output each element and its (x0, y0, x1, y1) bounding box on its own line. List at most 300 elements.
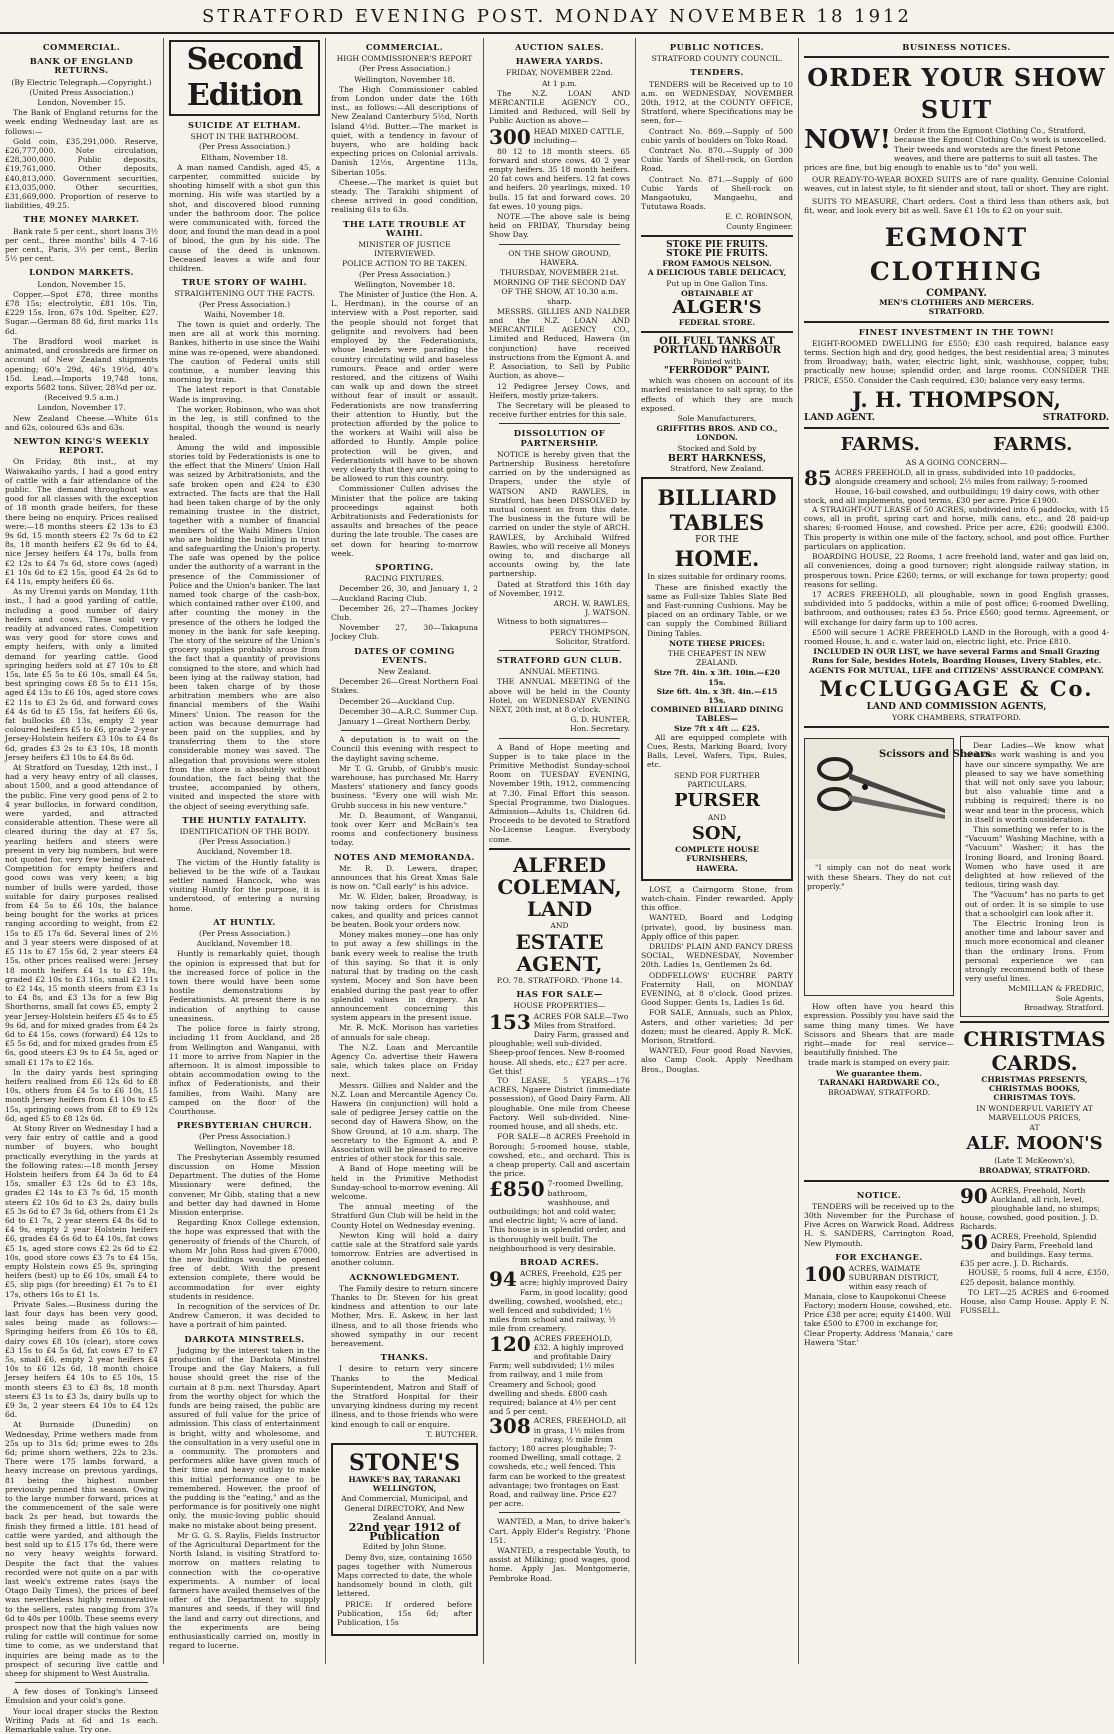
article-paragraph: Huntly is remarkably quiet, though the opinion is expressed that but for the increased force of police in the town there would have been some hostile demonstrations by Federationists. At present there is no indication of anything to cause uneasiness. (169, 949, 320, 1023)
ad-text: which was chosen on account of its marked resistance to salt spray, to the effects of which they are much exposed. (641, 376, 793, 413)
ad-text: THE ANNUAL MEETING of the above will be held in the County Hotel, on WEDNESDAY EVENING NEXT, 20th inst, at 8 o'clock. (489, 677, 630, 714)
ad-text: Dear Ladies—We know what arduous work washing is and you have our sincere sympathy. We are pleased to say we have something that will not only save you labour, but also valuable time and a rubbing is required; there is no wear and tear in the process, which in itself is worth consideration. (965, 741, 1104, 824)
ad-text: Painted with (692, 356, 742, 366)
ad-title: NOW! (804, 125, 892, 156)
ad-text: LAND AND COMMISSION AGENTS, (866, 701, 1047, 712)
article-heading: FINEST INVESTMENT IN THE TOWN! (858, 326, 1055, 337)
ad-text: A Band of Hope meeting and Supper is to take place in the Primitive Methodist Sunday-school Room on TUESDAY EVENING, November 19th, 1912, commencing at 7.30. Final Effort this season. Special Programme, two Dialogues. Admission—Adults 1s, Children 6d. Proceeds to be devoted to Stratford No-License League. Everybody come. (489, 742, 630, 844)
article-paragraph: A Band of Hope meeting will be held in the Primitive Methodist Sunday-school to-morrow evening. All welcome. (331, 1164, 478, 1201)
ad-text: NOTICE is hereby given that the Partnership Business heretofore carried on by the undersigned as Drapers, under the style of WATSON AND RAWLES, in Stratford, has been DISSOLVED by mutual consent as from this date. The business in the future will be carried on under the style of ARCH. RAWLES, by Archibald Wilfred Rawles, who will receive all Moneys owing to, and discharge all accounts owing by, the late partnership. (489, 449, 630, 579)
divider (15, 1682, 148, 1683)
ad-text: The N.Z. LOAN AND MERCANTILE AGENCY CO., Limited and Reduced, will Sell by Public Auction as above— (489, 88, 630, 126)
article-subheading: ANNUAL MEETING. (519, 667, 600, 677)
property-listing: ACRES, Freehold, North Auckland, all rich, level, ploughable land, no stumps; house, cowshed, good position. J. D. Richards. (960, 1185, 1100, 1232)
ad-title: TABLES (669, 510, 765, 536)
ad-text: Stratford, New Zealand. (670, 463, 764, 473)
dateline: Wellington, November 18. (194, 1142, 295, 1152)
ad-text: Stocked and Sold by (677, 443, 757, 453)
ad-text: STRATFORD. (928, 307, 985, 317)
classified-ad: FOR SALE, Annuals, such as Phlox, Asters, and other varieties; 3d per dozen; must be cleared. Apply R. McK. Morison, Stratford. (641, 1008, 793, 1046)
article-paragraph: Mr. W. Elder, baker, Broadway, is now taking orders for Christmas cakes, and quality and prices cannot be beaten. Book your orders now. (331, 892, 478, 930)
dateline: (United Press Association.) (29, 87, 134, 97)
ad-title: STONE'S (349, 1450, 460, 1477)
article-heading: PRESBYTERIAN CHURCH. (176, 1120, 313, 1131)
article-heading: HAS FOR SALE— (516, 989, 603, 1000)
classified-ad: ODDFELLOWS' EUCHRE PARTY Fraternity Hall, on MONDAY EVENING, at 8 o'clock. Good prizes. Good Supper. Gents 1s, Ladies 1s 6d. (641, 970, 793, 1008)
article-heading: NOTICE. (856, 1189, 902, 1200)
property-listing: 7-roomed Dwelling, bathroom, washhouse, and outbuildings; hot and cold water, and electric light; ¼ acre of land. This house is in splendid order, and is thoroughly well built. The neighbourhood is very desirable. (489, 1179, 626, 1253)
ad-text: INCLUDED IN OUR LIST, we have several Farms and Small Grazing Runs for Sale, besides Hotels, Boarding Houses, Livery Stables, etc. (811, 647, 1102, 666)
stoke-pie-fruits-ad (641, 241, 793, 327)
ad-text: THE CHEAPEST IN NEW ZEALAND. (667, 648, 767, 668)
article-paragraph: The victim of the Huntly fatality is believed to be the wife of a Taukau settler named Hancock, who was visiting Huntly for the purpose, it is understood, of entering a nursing home. (169, 857, 320, 913)
signature: Hon. Secretary. (570, 724, 630, 734)
column-auction-sales (483, 38, 635, 1664)
property-listing: ACRES, WAIMATE SUBURBAN DISTRICT, within easy reach of Manaia, close to Kaupokonui Cheese Factory; modern House, cowshed, etc. Price £38 per acre; equity £1400. Will take £500 to £700 in exchange for, Clear Property. Address 'Manaia,' care Hawera 'Star.' (804, 1264, 953, 1347)
ad-text: 12 Pedigree Jersey Cows, and Heifers, mostly prize-takers. (489, 381, 630, 400)
column-second-edition (163, 38, 325, 1664)
ad-box (960, 736, 1109, 1017)
ad-text: And Commercial, Municipal, and General DIRECTORY, And New Zealand Annual. (341, 1494, 468, 1522)
article-paragraph: Cheese.—The market is quiet but steady. The Tarakihi shipment of cheese arrived in good condition, realising 61s to 63s. (331, 177, 478, 215)
classified-ad: DRUIDS' PLAIN AND FANCY DRESS SOCIAL, WEDNESDAY, November 20th. Ladies 1s, Gentlemen 2s 6d. (641, 942, 793, 970)
article-paragraph: The Presbyterian Assembly resumed discussion on Home Mission Department. The duties of the Home Missionary were defined, the convener, Mr Gibb, stating that a new and better day had dawned in Home Mission enterprise. (169, 1152, 320, 1217)
ad-title: STOKE PIE FRUITS. (666, 249, 768, 260)
divider (804, 321, 1109, 323)
classified-ad: LOST, a Cairngorm Stone, from watch-chain. Finder rewarded. Apply this office. (641, 884, 793, 913)
property-listing: A STRAIGHT-OUT LEASE of 50 ACRES, subdivided into 6 paddocks, with 15 cows, all in profit, spring cart and horse, milk cans, etc., and 28 paid-up shares; 6-roomed House, and cowshed. Price per acre, £26; goodwill £300. This property is within one mile of the factory, school, and post office. Further particulars on application. (804, 505, 1109, 551)
article-heading: ON THE SHOW GROUND, HAWERA. (508, 248, 611, 267)
property-listing: ACRES, Freehold, £25 per acre; highly improved Dairy Farm, in good locality; good dwelling, cowshed, woolshed, etc.; well fenced and subdivided; 1½ miles from school and railway, ½ mile from creamery. (489, 1269, 628, 1334)
property-listing: ACRES, Freehold, Splendid Dairy Farm, Freehold land and buildings. Easy terms. £35 per acre. J. D. Richards. (960, 1231, 1097, 1269)
article-subheading: HOUSE PROPERTIES— (513, 1001, 606, 1011)
signature: County Engineer. (726, 221, 793, 231)
fixture-item: December 26, 27—Thames Jockey Club. (331, 603, 478, 622)
article-heading: THE HUNTLY FATALITY. (182, 814, 307, 825)
signature: G. D. HUNTER, (570, 715, 630, 725)
billiard-tables-ad (641, 477, 793, 881)
ad-title: CARDS. (991, 1051, 1078, 1076)
price-line: Size 7ft x 4ft ... £25. (674, 723, 760, 733)
dateline: (Received 9.5 a.m.) (44, 393, 119, 403)
ad-text: Order it from the Egmont Clothing Co., Stratford, because the Egmont Clothing Co.'s work is unexcelled. Their tweeds and worsteds are the finest Petone weaves, and there are patterns to suit all tastes. The prices are fine, but big enough to enable us to "do" you well. (804, 126, 1107, 173)
ad-text: LAND AGENT. (804, 412, 875, 423)
divider (804, 1180, 1109, 1182)
ad-title: SON, (691, 823, 743, 845)
notice-text: Contract No. 870.—Supply of 300 Cubic Yards of Shell-rock, on Gordon Road. (641, 146, 793, 174)
ad-text: Sole Manufacturers, (677, 413, 757, 423)
section-heading: COMMERCIAL. (42, 42, 121, 52)
ad-text: This something we refer to is the "Vacuum" Washing Machine, with a "Vacuum" Washer; it has the Ironing Board, and Ironing Board. Women who have used it are delighted at how relieved of the tedious, tiring wash day. (965, 824, 1104, 890)
article-paragraph: Mr. D. Beaumont, of Wanganui, took over Kerr and McBain's tea rooms and confectionery business today. (331, 810, 478, 848)
article-subheading: THURSDAY, NOVEMBER 21st. (500, 268, 619, 278)
article-paragraph: The latest report is that Constable Wade is improving. (169, 385, 320, 404)
article-paragraph: The Minister of Justice (the Hon. A. L. Herdman), in the course of an interview with a Post reporter, said the people should not forget that gelignite and revolvers had been employed by the Federationists, whose leaders were parading the country circulating wild and baseless rumours. Peace and order were restored, and the citizens of Waihi can walk up and down the street without fear of insult or assault. Federationists are now transferring their attention to Huntly, but the protection afforded by the police to the workers at Waihi will also be afforded to Huntly. Ample police protection will be given, and Federationists will have to be shown very clearly that they are not going to be allowed to run this country. (331, 290, 478, 484)
ad-text: AS A GOING CONCERN— (905, 458, 1008, 468)
article-paragraph: Mr G. G. S. Raylis, Fields Instructor of the Agricultural Department for the North Island, is visiting Stratford to-morrow on matters relating to connection with the co-operative experiments. A number of local farmers have availed themselves of the offer of the Department to supply manures and seeds, if they will find the land and carry out directions, and the experiments are being enthusiastically carried on, mostly in regard to lucerne. (169, 1530, 320, 1651)
ad-text: IN WONDERFUL VARIETY AT MARVELLOUS PRICES, (976, 1103, 1093, 1122)
signature: Sole Agents, (1055, 993, 1104, 1003)
article-paragraph: Judging by the interest taken in the production of the Darkota Minstrel Troupe and the Gay Makers, a full house should greet the rise of the curtain at 8 p.m. next Thursday. Apart from the worthy object for which the funds are being raised, the public are assured of full value for the price of admission. This class of entertainment is bright, witty and wholesome, and the consultation in a very useful one in a community. The promoters and performers alike have given much of their time and heavy outlay to make this initial performance one to be remembered. However, the proof of the pudding is the "eating," and as the performance is for positively one night only, the music-loving public should make no mistake about being present. (169, 1345, 320, 1530)
property-listing: TO LET—25 ACRES and 6-roomed House, also Camp House. Apply F. N. FUSSELL. (960, 1287, 1109, 1316)
article-paragraph: The annual meeting of the Stratford Gun Club will be held in the County Hotel on Wednesday evening. (331, 1202, 478, 1230)
price-line: Size 7ft. 4in. x 3ft. 10in.—£20 15s. (653, 668, 781, 687)
scissors-banner: Scissors and Shears (879, 749, 991, 761)
divider (341, 730, 468, 731)
notice-block (804, 1186, 954, 1347)
dateline: (Per Press Association.) (198, 929, 291, 939)
dateline: London, November 15. (37, 98, 126, 108)
article-paragraph: At Stony River on Wednesday I had a very fair entry of cattle and a good number of buyers, who bought practically everything in the yards at the following rates:—18 month Jersey Holstein heifers from £4 3s 6d to £4 15s, smaller £3 12s 6d to £3 18s, grades £2 14s to £3 7s 6d, 15 month steers £2 10s 6d to £3 2s, dairy bulls £5 3s 6d to £7 3s 6d, others from £1 2s 6d to £1 7s, 2 year steers £4 8s 6d to £4 9s, empty 2 year Holstein heifers £6, grades £4 6s 6d to £4 10s, fat cows £5 1s, aged store cows £2 2s 6d to £2 10s, good store cows £3 7s to £4 15s, empty Holstein cows £5 9s, springing heifers (best) up to £6 10s, small £4 to £5, slip pigs (for breeding) £1 7s to £1 17s, others 16s to £1 1s. (5, 1123, 158, 1299)
dateline: Waihi, November 18. (204, 309, 285, 319)
section-heading: AUCTION SALES. (515, 42, 604, 52)
ad-text: NOTE.—The above sale is being held on FRIDAY, Thursday being Show Day. (489, 212, 630, 240)
section-heading: SPORTING. (375, 561, 434, 572)
article-subheading: IDENTIFICATION OF THE BODY. (179, 827, 310, 837)
article-paragraph: In recognition of the services of Dr. Andrew Cameron, it was decided to have a portrait of him painted. (169, 1301, 320, 1330)
ad-title: BERT HARKNESS, (667, 452, 767, 464)
ad-text: COMBINED BILLIARD DINING TABLES— (650, 705, 784, 724)
article-paragraph: Mr T. G. Grubb, of Grubb's music warehouse, has purchased Mr. Harry Masters' stationery and fancy goods business. "Every one will wish Mr. Grubb success in his new venture." (331, 763, 478, 810)
ad-text: Dated at Stratford this 16th day of November, 1912. (489, 579, 630, 598)
notice-text: TENDERS will be received up to the 30th November for the Purchase of Five Acres on Warwick Road. Address H. S. SANDERS, Carrington Road, New Plymouth. (804, 1201, 954, 1248)
article-heading: NEWTON KING'S WEEKLY REPORT. (13, 435, 150, 456)
exchange-block (960, 1183, 1109, 1347)
divider (960, 1021, 1109, 1023)
article-heading: SUICIDE AT ELTHAM. (187, 120, 302, 130)
ad-text: The "Vacuum" has no parts to get out of order. It is so simple to use that a schoolgirl can look after it. (965, 890, 1104, 918)
signature: PERCY THOMPSON, (549, 627, 630, 637)
article-subheading: MINISTER OF JUSTICE INTERVIEWED. (358, 240, 451, 259)
divider (499, 738, 620, 739)
property-listing: HOUSE, 5 rooms, full 4 acre, £350, £25 deposit, balance monthly. (960, 1268, 1109, 1287)
price-line: Size 6ft. 4in. x 3ft. 4in.—£15 15s. (656, 686, 778, 705)
article-paragraph: As my Urenui yards on Monday, 11th inst., I had a good yarding of cattle, including a good number of dairy heifers and cows. These sold very readily at advanced rates. Competition was very good for store cows and empty heifers, with only a limited demand for yearling cattle. Good springing heifers sold at £7 10s to £8 15s, late £5 5s to £6 10s, small £4 5s, best springing cows £8 5s to £11 15s, aged £4 13s to £6 10s, aged store cows £2 11s to £3 2s 6d, and forward cows £4 4s 6d to £5 15s, fat heifers £6 6s, fat bullocks £8 13s, empty 2 year coloured heifers £5 to £6, grade 2-year Jersey-Holstein heifers £3 10s to £4 8s 6d, grades £3 2s to £3 10s, 18 month Jersey heifers £3 10s to £4 8s 6d. (5, 587, 158, 762)
article-subheading: HIGH COMMISSIONER'S REPORT (336, 54, 473, 64)
ad-title: AGENT, (516, 952, 603, 977)
ad-text: YORK CHAMBERS, STRATFORD. (892, 712, 1021, 722)
section-heading: COMMERCIAL. (365, 42, 444, 52)
article-heading: HAWERA YARDS. (515, 56, 604, 67)
property-acres: 120 (489, 1331, 531, 1356)
ad-title: FARMS. (840, 434, 920, 456)
ad-text: HAWERA. (696, 863, 738, 873)
article-paragraph: On Friday, 8th inst., at my Waiwakaiho yards, I had a good entry of cattle with a fair attendance of the public. The demand throughout was good for all classes with the exception of 18 month grade heifers, for these there being no enquiry. Prices realised were:—18 months steers £2 13s to £3 9s 6d, 15 month steers £2 7s 6d to £2 8s, 18 month heifers £2 9s 6d to £4, nice Jersey heifers £4 17s, bulls from £2 12s to £4 7s 6d, store cows (aged) £1 10s 6d to £2 15s, good £4 2s 6d to £4 11s, empty heifers £6 6s. (5, 457, 158, 586)
ad-title: ALGER'S (672, 297, 762, 319)
property-acres: 100 (804, 1262, 846, 1287)
ad-title: HOME. (674, 546, 760, 572)
article-heading: STRATFORD COUNTY COUNCIL. (651, 54, 783, 64)
divider (499, 650, 620, 651)
article-subheading: FRIDAY, NOVEMBER 22nd. (506, 68, 613, 78)
property-listing: 17 ACRES FREEHOLD, all ploughable, sown in good English grasses, subdivided into 5 paddocks, within a mile of post office; 6-roomed Dwelling, bathroom, and outhouses; rates £3 5s. Price £560; good terms. Agreement, or will exchange for dairy farm up to 100 acres. (804, 589, 1109, 627)
signature: Solicitor, Stratford. (555, 636, 630, 646)
property-listing: £500 will secure 1 ACRE FREEHOLD LAND in the Borough, with a good 4-roomed House, h. and c. water laid on, electric light, etc. Price £810. (804, 627, 1109, 646)
article-paragraph: Among the wild and impossible stories told by Federationists is one to the effect that the Miners' Union Hall was seized by Arbitrationists, and the safe broken open and £24 to £30 extracted. The facts are that the Hall had been taken charge of by the only remaining trustee in the district, together with a number of financial members of the Waihi Miners Union who are holding the building in trust and safeguarding the Union's property. The safe was opened by the police under the authority of a warrant in the presence of the Commissioner of Police and the Union's banker. The last named took charge of the cash-box, which contained rather over £100, and after counting the money in the presence of the others he lodged the money in the bank for safe keeping. The story of the seizure of the Union's grocery supplies probably arose from the fact that a quantity of provisions consigned to the store, and which had been lying at the railway station, had been taken charge of by those arbitration members who are also financial members of the Waihi Miners' Union. The reason for the action was because demurrage had been paid on the supplies, and by transferring them to the store considerable money was saved. The allegation that provisions were stolen from the store is absolutely without foundation, the fact being that the trustee, accompanied by others, visited and inspected the store with the object of seeing everything safe. (169, 442, 321, 811)
dateline: (Per Press Association.) (198, 142, 291, 152)
article-heading: STRATFORD GUN CLUB. (496, 654, 623, 665)
fixture-item: November 27, 30—Takapuna Jockey Club. (331, 623, 478, 642)
ad-text: Demy 8vo, size, containing 1650 pages together with Numerous Maps corrected to date, the whole handsomely bound in cloth, gilt lettered. (337, 1552, 472, 1599)
divider (641, 331, 793, 333)
ad-title: PORTLAND HARBOUR (653, 345, 781, 357)
stones-directory-ad (331, 1443, 478, 1636)
fixture-item: January 1—Great Northern Derby. (339, 717, 471, 727)
ad-text: AT (1029, 1123, 1040, 1133)
dateline: (Per Press Association.) (358, 269, 451, 279)
signature: ARCH. W. RAWLES, (553, 598, 630, 608)
article-paragraph: Newton King will hold a dairy cattle sale at the Stratford sale yards tomorrow. Entries are advertised in another column. (331, 1230, 478, 1268)
ad-text: HEAD MIXED CATTLE, including— (533, 126, 625, 145)
article-heading: NOTES AND MEMORANDA. (334, 851, 475, 862)
fixture-item: December 26, 30, and January 1, 2—Auckland Racing Club. (331, 584, 478, 603)
ad-text: GRIFFITHS BROS. AND CO., LONDON. (656, 424, 778, 443)
ad-text: MESSRS. GILLIES AND NALDER and the N.Z. LOAN AND MERCANTILE AGENCY CO., Limited and Reduced, Hawera (in conjunction) have received instructions from the Egmont A. and P. Association, to Sell by Public Auction, as above— (489, 306, 630, 381)
article-paragraph: Private Sales.—Business during the last four days has been very good, sales being made as follows:—Springing heifers from £6 10s to £8, dairy cows £8 10s (clear), store cows £3 15s to £4 5s 6d, fat cows £7 to £7 5s, small £6, empty 2 year heifers £4 10s to £6 12s 6d, 18 month choice Jersey heifers £4 10s to £5 10s, 15 month steers £3 to £3 8s, 18 month steers £3 1s to £3 3s, dairy bulls up to £9 3s, 2 year steers £4 10s to £4 12s 6d. (5, 1299, 158, 1420)
article-heading: AT HUNTLY. (213, 916, 276, 927)
filler-notice: A few doses of Tonking's Linseed Emulsion and your cold's gone. (5, 1687, 158, 1706)
article-subheading: TENDERS. (690, 67, 744, 78)
ad-text: CHRISTMAS PRESENTS, (981, 1075, 1088, 1085)
signature: McMILLAN & FREDRIC, (1008, 984, 1104, 994)
ad-text: COMPANY. (926, 288, 987, 300)
article-subheading: STRAIGHTENING OUT THE FACTS. (174, 289, 315, 299)
section-heading: BUSINESS NOTICES. (902, 42, 1011, 52)
christmas-cards-ad (960, 1027, 1109, 1176)
ad-title: STOKE PIE FRUITS. (666, 239, 768, 250)
fixture-item: December 26—Auckland Cup. (339, 696, 455, 706)
article-paragraph: New Zealand Cheese.—White 61s and 62s, coloured 63s and 63s. (5, 413, 158, 432)
ad-text: EIGHT-ROOMED DWELLING for £550; £30 cash required, balance easy terms. Section high and dry, good hedges, the best residential area; 3 minutes from Broadway; bath, water, electric light, sink, washhouse, copper, tubs; practically new house; splendid order, and large rooms. CONSIDER THE PRICE, £550. Consider the Cash required, £30; balance very easy terms. (804, 338, 1109, 385)
article-paragraph: Money makes money—one has only to put away a few shillings in the bank every week to realise the truth of this saying. So that it is only natural that by trading on the cash system, Mocey and Son have been enabled during the past year to offer splendid values in drapery. An announcement concerning this system appears in the present issue. (331, 930, 478, 1023)
ad-text: AGENTS FOR MUTUAL, LIFE and CITIZENS' ASSURANCE COMPANY. (808, 665, 1105, 675)
notice-text: Contract No. 871.—Supply of 600 Cubic Yards of Shell-rock on Mangaotuku, Mangaehu, and Tututawa Roads. (641, 174, 793, 212)
column-commercial (0, 38, 163, 1734)
property-acres: 90 (960, 1183, 988, 1208)
article-paragraph: The police force is fairly strong, including 11 from Auckland, and 28 from Wellington and Wanganui, with 11 more to arrive from Napier in the afternoon. It is almost impossible to obtain accommodation owing to the influx of Federationists, and their families, from Waihi. Many are camped on the floor of the Courthouse. (169, 1024, 320, 1116)
divider (499, 244, 620, 245)
column-business-notices (798, 38, 1114, 1664)
dateline: (Per Press Association.) (198, 837, 291, 847)
property-price: £850 (489, 1177, 545, 1202)
ad-text: BROADWAY, STRATFORD. (827, 1087, 931, 1097)
vacuum-washer-ad (960, 732, 1109, 1176)
ad-text: Put up in One Gallon Tins. (666, 278, 768, 288)
ad-title: ESTATE (515, 930, 604, 955)
coleman-ad (489, 854, 630, 985)
divider (804, 56, 1109, 58)
ad-text: COMPLETE HOUSE FURNISHERS, (675, 845, 759, 864)
farms-header (804, 433, 1109, 457)
article-heading: ACKNOWLEDGMENT. (349, 1271, 460, 1282)
article-heading: BANK OF ENGLAND RETURNS. (29, 56, 134, 76)
article-paragraph: Bank rate 5 per cent., short loans 3½ per cent., three months' bills 4 7-16 per cent., Paris, 3½ per cent., Berlin 5½ per cent. (5, 226, 158, 264)
ad-title: OIL FUEL TANKS AT (659, 336, 775, 348)
fixture-item: December 26—Great Northern Foal Stakes. (331, 677, 478, 696)
ad-text: FROM FAMOUS NELSON. (662, 259, 772, 269)
dateline: Eltham, November 18. (200, 152, 289, 162)
ad-text: We guarantee them. (836, 1068, 922, 1078)
property-acres: 85 (804, 466, 832, 491)
property-listing: BOARDING HOUSE, 22 Rooms, 1 acre freehold land, water and gas laid on, all conveniences, doing a good turnover; right alongside railway station, in prosperous town. Price £260; terms, or will exchange for town property; good reasons for selling. (804, 552, 1109, 589)
signature: T. BUTCHER. (426, 1429, 478, 1439)
lot-number: 300 (489, 124, 531, 149)
divider (804, 427, 1109, 429)
fixture-item: December 30—A.R.C. Summer Cup. (339, 706, 478, 716)
divider (499, 1512, 620, 1513)
ad-title: "FERRODOR" PAINT. (664, 365, 770, 376)
ad-text: MEN'S CLOTHIERS AND MERCERS. (879, 298, 1034, 308)
article-paragraph: Gold coin, £35,291,000. Reserve, £26,777,000. Note circulation, £28,300,000. Public deposits, £19,761,000. Other deposits, £40,813,000. Government securities, £13,035,000. Other securities, £31,669,000. Proportion of reserve to liabilities, 49.25. (5, 136, 158, 211)
section-heading: PUBLIC NOTICES. (669, 42, 765, 52)
article-paragraph: Commissioner Cullen advises the Minister that the police are taking proceedings against both Arbitrationists and Federationists for assaults and breaches of the peace during the late trouble. The cases are set down for hearing to-morrow week. (331, 484, 478, 558)
ad-title: FARMS. (993, 434, 1073, 456)
ad-text: "I simply can not do neat work with these Shears. They do not cut properly." (807, 863, 951, 891)
ad-text: Witness to both signatures— (497, 617, 608, 627)
ad-text: The Electric Ironing Iron is another time and labour saver and much more economical and cleaner than the ordinary Irons. From personal experience we can strongly recommend both of these very useful lines. (965, 919, 1104, 984)
dateline: Wellington, November 18. (354, 279, 455, 289)
ad-title: EGMONT CLOTHING (869, 223, 1044, 287)
article-heading: DISSOLUTION OF PARTNERSHIP. (513, 428, 606, 448)
article-heading: BROAD ACRES. (519, 1256, 600, 1267)
ad-text: AND (707, 813, 727, 822)
ad-title: AND (550, 920, 569, 930)
property-listing: FOR SALE—8 ACRES Freehold in Borough; 5-roomed house, stable, cowshed, etc., and orchard. This is a cheap property. Call and ascertain the price. (489, 1132, 630, 1179)
article-paragraph: Regarding Knox College extension, the hope was expressed that with the generosity of friends of the Church, of whom Mr John Ross had given £7000, the new buildings would be opened free of debt. With the present extension complete, there would be accommodation for over eighty students in residence. (169, 1218, 320, 1301)
ad-text: FOR THE (695, 535, 739, 546)
article-paragraph: Mr. R. D. Lewers, draper, announces that his Great Xmas Sale is now on. "Call early" is his advice. (331, 863, 478, 892)
property-listing: ACRES FREEHOLD, all in grass, subdivided into 10 paddocks, alongside creamery and school; 2½ miles from railway; 5-roomed House, 16-bail cowshed, and outbuildings; 19 dairy cows, with other stock, and all implements, good terms, £30 per acre. Price £1900. (804, 468, 1100, 505)
classified-ad: WANTED, Four good Road Navvies, also Camp Cook. Apply Needham Bros., Douglas. (641, 1046, 793, 1074)
ad-text: OUR READY-TO-WEAR BOXED SUITS are of rare quality. Genuine Colonial weaves, cut in latest style, to fit slender and stout, tall or short. They are right. (804, 175, 1109, 194)
egmont-clothing-ad (804, 62, 1109, 316)
dateline: (By Electric Telegraph.—Copyright.) (11, 77, 152, 87)
divider (804, 726, 1109, 728)
ad-title: ALF. MOON'S (966, 1133, 1103, 1155)
article-subheading: MORNING OF THE SECOND DAY OF THE SHOW, AT 10.30 a.m. sharp. (493, 278, 626, 306)
classified-ad: WANTED, Board and Lodging (private), good, by business man. Apply office of this paper. (641, 913, 793, 941)
dateline: At 1 p.m. (542, 78, 577, 88)
article-heading: LONDON MARKETS. (29, 267, 134, 278)
ad-text: BROADWAY, STRATFORD. (979, 1166, 1090, 1176)
ad-contact: P.O. 78. STRATFORD. 'Phone 14. (496, 976, 623, 986)
article-paragraph: The N.Z. Loan and Mercantile Agency Co. advertise their Hawera sale, which takes place on Friday next. (331, 1042, 478, 1080)
article-paragraph: A man named Candish, aged 45, a carpenter, committed suicide by shooting himself with a shot gun this morning. His wife was startled by a shot, and discovered blood running under the bathroom door. The police were communicated with, forced the door, and found the man dead in a pool of blood, the gun by his side. The cause of the deed is unknown. Deceased leaves a wife and four children. (169, 162, 320, 274)
filler-notice: Your local draper stocks the Rexton Writing Pads at 6d and 1s each. Remarkable value. Try one. (5, 1706, 158, 1734)
property-listing: ACRES, FREEHOLD, all in grass, 1½ miles from railway, ½ mile from factory; 180 acres ploughable; 7-roomed Dwelling, small cottage, 2 cowsheds, etc.; well fenced. This farm can be worked to the greatest advantage; two frontages on East Road, and railway line. Price £27 per acre. (489, 1416, 627, 1509)
dateline: Auckland, November 18. (196, 939, 293, 949)
article-paragraph: Messrs. Gillies and Nalder and the N.Z. Loan and Mercantile Agency Co. Hawera (in conjunction) will hold a sale of pedigree Jersey cattle on the second day of Hawera Show, on the Show Ground, at 10 a.m. sharp. The secretary to the Egmont A. and P. Association will be pleased to receive entries of other stock for this sale. (331, 1080, 478, 1164)
notice-text: Contract No. 869.—Supply of 500 cubic yards of boulders on Toko Road. (641, 126, 793, 145)
article-paragraph: The Family desire to return sincere Thanks to Dr. Steven for his great kindness and attention to our late Mother, Mrs. E. Askew, in her last illness, and to all those friends who showed sympathy in our recent bereavement. (331, 1283, 478, 1349)
notice-text: TENDERS will be Received up to 10 a.m. on WEDNESDAY, NOVEMBER 20th, 1912, at the COUNTY OFFICE, Stratford, where Specifications may be seen, for— (641, 79, 793, 126)
ad-text: PRICE: If ordered before Publication, 15s 6d; after Publication, 15s (337, 1599, 472, 1628)
ad-text: STRATFORD. (1042, 412, 1109, 423)
article-heading: THE MONEY MARKET. (23, 214, 140, 225)
property-listing: ACRES FOR SALE—Two Miles from Stratford. Dairy Farm, grassed and ploughable; well sub-divided. Sheep-proof fences. New 8-roomed house. All sheds, etc.; £27 per acre. Get this! (489, 1011, 629, 1076)
article-paragraph: Copper.—Spot £78, three months £78 15s; electrolytic, £81 10s. Tin, £229 15s. Iron, 67s 10d. Spelter, £27. Sugar.—German 88 6d, first marks 11s 6d. (5, 289, 158, 336)
ad-text: All are equipped complete with Cues, Rests, Marking Board, Ivory Balls, Level, Wafers, Tips, Rules, etc. (647, 732, 787, 770)
article-paragraph: Mr. R. McK. Morison has varieties of annuals for sale cheap. (331, 1023, 478, 1042)
ad-text: FEDERAL STORE. (678, 318, 756, 328)
notices-row (804, 1183, 1109, 1347)
ads-row (804, 732, 1109, 1176)
classified-ad: WANTED, a Man, to drive baker's Cart. Apply Elder's Registry. 'Phone 151. (489, 1517, 630, 1545)
article-paragraph: The town is quiet and orderly. The men are all at work this morning. Bankes, hitherto in use since the Waihi mine was re-opened, were abandoned. The caution of Federal units still continue, a number leaving this morning by train. (169, 320, 320, 385)
ad-title: CHRISTMAS (963, 1027, 1106, 1052)
article-heading: TRUE STORY OF WAIHI. (181, 277, 308, 288)
ad-text: SEND FOR FURTHER PARTICULARS. (674, 770, 760, 789)
ad-text: (Late T. McKeown's), (994, 1156, 1075, 1166)
property-listing: ACRES FREEHOLD, £32. A highly improved and profitable Dairy Farm; well subdivided; 1½ miles from railway, and 1 mile from Creamery and School; good dwelling and sheds. £800 cash required; balance at 4½ per cent and 5 per cent. (489, 1333, 624, 1417)
divider (489, 848, 630, 850)
article-paragraph: The Bradford wool market is animated, and crossbreds are firmer on account of New Zealand shipments opening; 60's 29d, 46's 19½d, 40's 15d. Lead.—Imports 19,748 tons, exports 5682 tons. Silver, 28¾d per oz. (5, 336, 158, 392)
ad-title: LAND (526, 896, 593, 921)
property-acres: 50 (960, 1229, 988, 1254)
signature: J. WATSON. (585, 608, 630, 618)
dateline: Auckland, November 18. (196, 847, 293, 857)
ad-text: CHRISTMAS TOYS. (993, 1093, 1076, 1103)
ad-text: How often have you heard this expression. Possibly you have said the same thing many times. We have Scissors and Shears that are made right—made for real service—beautifully finished. The (804, 1002, 954, 1058)
signature: Broadway, Stratford. (1023, 1002, 1104, 1012)
article-subheading: RACING FIXTURES. (365, 574, 444, 584)
article-paragraph: A deputation is to wait on the Council this evening with respect to the daylight saving scheme. (331, 735, 478, 763)
classified-ad: WANTED, a respectable Youth, to assist at Milking; good wages, good home. Apply Jas. Montgomerie, Pembroke Road. (489, 1546, 630, 1583)
article-paragraph: The worker, Robinson, who was shot in the leg, is still confined to the hospital, though the wound is nearly healed. (169, 404, 320, 442)
article-paragraph: The High Commissioner cabled from London under date the 16th inst., as follows:—All descriptions of New Zealand Canterbury 5½d, North Island 4½d. Butter.—The market is quiet, with a tendency in favour of buyers, who are holding back expecting prices on Colonial arrivals. Danish 12½s, Argentine 113s, Siberian 105s. (331, 84, 478, 177)
ferrodor-paint-ad (641, 337, 793, 473)
ad-year: 22nd year 1912 of Publication (348, 1521, 461, 1544)
divider (499, 423, 620, 424)
ad-text: 80 12 to 18 month steers. 65 forward and store cows. 40 2 year empty heifers. 35 18 month heifers. 20 fat cows and heifers. 12 fat cows and heifers. 20 yearlings, mixed. 10 bulls. 15 fat and forward cows. 20 fat ewes. 10 young pigs. (489, 146, 630, 211)
ad-text: SUITS TO MEASURE, Chart orders. Cost a third less than others ask, but fit, wear, and look every bit as well. Save £1 10s to £2 on your suit. (804, 196, 1109, 215)
ad-title: PURSER (674, 790, 760, 811)
ad-text: TARANAKI HARDWARE CO., (818, 1077, 940, 1087)
dateline: London, November 15. (37, 279, 126, 289)
article-heading: DARKOTA MINSTRELS. (184, 1333, 305, 1344)
property-acres: 153 (489, 1009, 531, 1034)
article-paragraph: At Burnside (Dunedin) on Wednesday, Prime wethers made from 25s up to 31s 6d; prime ewes to 28s 6d; prime shorn wethers, 22s to 23s. There were 175 lambs forward, a heavy increase on previous yardings, 81 being the highest number previously penned this season. Owing to the large number forward, prices at the commencement of the sale were back 2s per head, but towards the finish they firmed a little. 181 head of cattle were yarded, and although the best sold up to £15 17s 6d, there were no very heavy weights forward. Despite the fact that the values recorded were not quite on a par with last week's extreme rates (says the Otago Daily Times), the prices of beef was nevertheless highly remunerative to the sellers, rates ranging from 37s 6d to 40s per 100lb. These seems every prospect now that the high values now ruling for cattle will continue for some time to come, as we understand that inquiries are being made as to the prospect of securing live cattle and sheep for shipment to West Australia. (5, 1420, 158, 1678)
ad-text: Edited by John Stone. (362, 1542, 447, 1552)
ad-title: ORDER YOUR SHOW SUIT (807, 63, 1106, 125)
article-heading: THANKS. (380, 1352, 429, 1363)
ad-text: In sizes suitable for ordinary rooms. (647, 572, 787, 582)
ad-title: COLEMAN, (497, 874, 622, 899)
article-paragraph: At Stratford on Tuesday, 12th inst., I had a very heavy entry of all classes, about 1500, and a good attendance of the public. Fine very good pens of 2 to 4 year bullocks, in forward condition, were yarded, and attracted considerable attention. These were all cleared during the day at £7 5s, yearling heifers and steers were present in very big numbers, but were not quoted for, very few being cleared. Competition for empty heifers and good cows was very keen; a big number of bulls were yarded, those suitable for dairy purposes realised from £4 5s to £6 10s, the balance being bought for the works at prices ranging according to weight, from £2 15s to £5 17s 6d. Several lines of 2½ and 3 year steers were disposed of at £5 11s to £7 15s 6d, 2 year steers £4 15s, other prices realised were: Jersey 18 month heifers £4 1s to £3 19s, graded £2 10s to £3 16s, small £2 11s to £2 14s, 15 month steers from £3 1s to £4 8s, and £3 13s for a few Big Shorthorns, small fat cows £5, empty 2 year Jersey-Holstein heifers £5 4s to £5 9s 6d, and for mixed grades from £4 2s 6d to £4 15s, cows (forward) £4 12s to £5 5s 6d, and for mixed grades from £5 6s, good steers £3 9s to £4 5s, aged or small £1 17s to £2 16s. (5, 763, 158, 1067)
dateline: (Per Press Association.) (198, 299, 291, 309)
ad-title: McCLUGGAGE & Co. (819, 675, 1094, 701)
divider (641, 235, 793, 237)
ad-text: The Secretary will be pleased to receive further entries for this sale. (489, 400, 630, 420)
article-paragraph: The Bank of England returns for the week ending Wednesday last are as follows:— (5, 108, 158, 136)
ad-title: BILLIARD (657, 485, 777, 511)
ad-text: OBTAINABLE AT (681, 288, 753, 298)
masthead: STRATFORD EVENING POST. MONDAY NOVEMBER 18 1912 (0, 0, 1114, 34)
article-paragraph: In the dairy yards best springing heifers realised from £6 12s 6d to £8 10s, others from £4 5s to £6 10s, 15 month Jersey heifers from £1 10s to £5 15s, springing cows from £8 to £9 12s 6d, aged £5 to £8 12s 6d. (5, 1067, 158, 1123)
second-edition-title: Second Edition (169, 40, 320, 116)
article-subheading: SHOT IN THE BATHROOM. (190, 132, 299, 142)
ad-title: ALFRED (513, 852, 606, 877)
article-paragraph: I desire to return very sincere Thanks to the Medical Superintendent, Matron and Staff of the Stratford Hospital for their unvarying kindness during my recent illness, and to those friends who were kind enough to call or enquire. (331, 1364, 478, 1429)
column-commercial-news (325, 38, 483, 1664)
dateline: (Per Press Association.) (358, 64, 451, 74)
ad-title: J. H. THOMPSON, (852, 386, 1061, 412)
article-heading: THE LATE TROUBLE AT WAIHI. (343, 218, 466, 238)
dateline: Wellington, November 18. (354, 74, 455, 84)
article-heading: FOR EXCHANGE. (835, 1251, 923, 1262)
dateline: New Zealand. (377, 667, 432, 676)
dateline: London, November 17. (37, 403, 126, 413)
